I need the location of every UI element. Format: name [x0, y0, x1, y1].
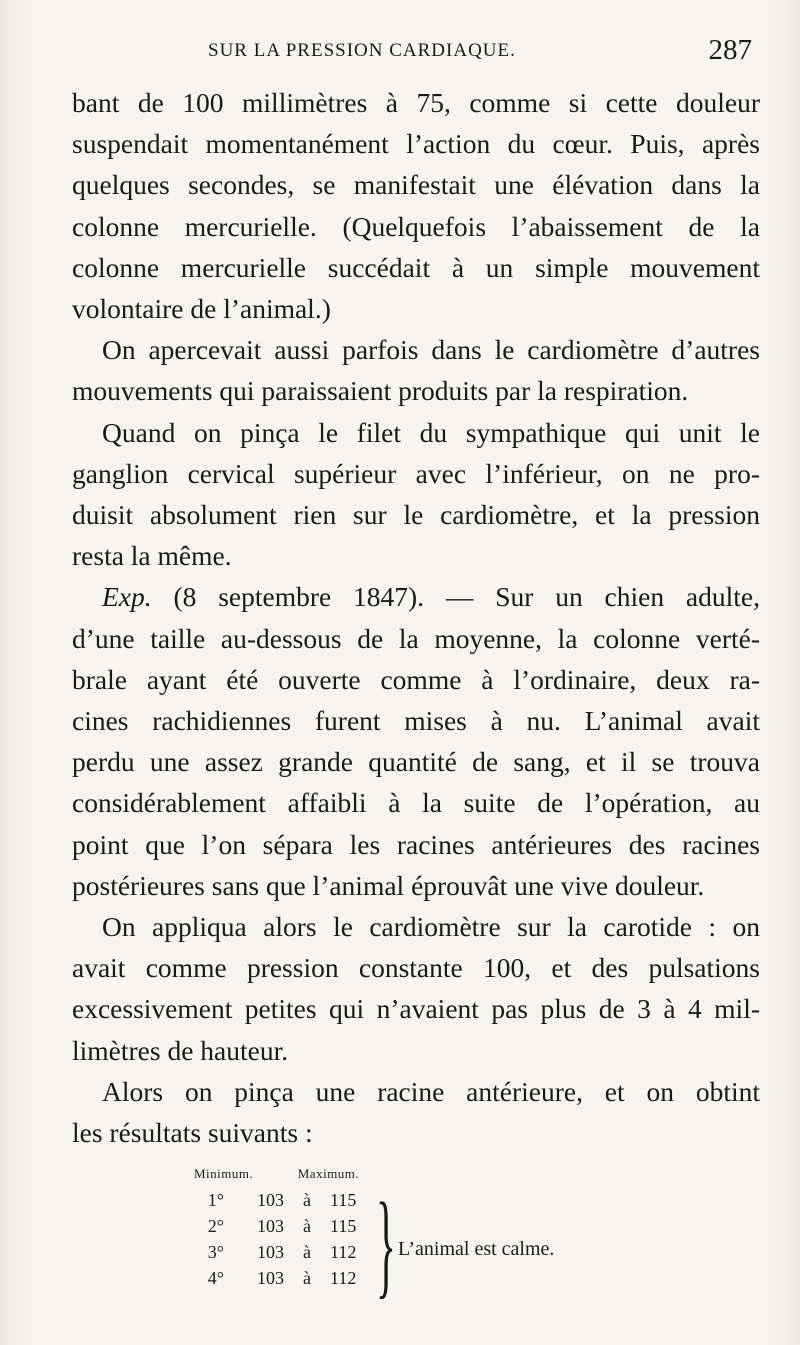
text-line: excessivement petites qui n’avaient pas plus de 3 à 4 mil-: [72, 993, 760, 1025]
page-number: 287: [708, 34, 752, 66]
row-separator: à: [303, 1216, 311, 1236]
text-line: considérablement affaibli à la suite de l’opération, au: [72, 787, 760, 819]
text-line: mouvements qui paraissaient produits par la respiration.: [72, 375, 689, 407]
text-line: avait comme pression constante 100, et des pulsations: [72, 952, 760, 984]
text-line: Quand on pinça le filet du sympathique qui unit le: [102, 416, 760, 448]
body-text: [72, 82, 760, 1153]
text-line: colonne mercurielle. (Quelquefois l’abaissement de la: [72, 210, 760, 242]
row-separator: à: [303, 1268, 311, 1288]
experiment-label: Exp.: [102, 581, 152, 613]
results-row: [180, 1242, 376, 1268]
text-line: duisit absolument rien sur le cardiomètre, et la pression: [72, 499, 760, 531]
text-line: On appliqua alors le cardiomètre sur la carotide : on: [102, 911, 760, 943]
row-separator: à: [303, 1190, 311, 1210]
row-maximum: 112: [330, 1242, 357, 1262]
text-line: resta la même.: [72, 540, 232, 572]
text-line: cines rachidiennes furent mises à nu. L’animal avait: [72, 705, 760, 737]
row-minimum: 103: [257, 1268, 284, 1288]
row-minimum: 103: [257, 1216, 284, 1236]
text-line: volontaire de l’animal.): [72, 293, 331, 325]
text-line: perdu une assez grande quantité de sang, et il se trouva: [72, 746, 760, 778]
text-line: ganglion cervical supérieur avec l’inférieur, on ne pro-: [72, 457, 760, 489]
text-line: les résultats suivants :: [72, 1117, 313, 1149]
column-header-minimum: Minimum.: [194, 1166, 254, 1181]
results-table: [180, 1166, 640, 1326]
running-head: SUR LA PRESSION CARDIAQUE.: [208, 40, 516, 61]
text-line: Alors on pinça une racine antérieure, et on obtint: [102, 1075, 760, 1107]
results-row: [180, 1190, 376, 1216]
page-header: [70, 34, 758, 74]
text-line: On apercevait aussi parfois dans le cardiomètre d’autres: [102, 334, 760, 366]
grouping-brace: }: [376, 1178, 396, 1309]
row-index: 4°: [207, 1268, 224, 1288]
row-index: 1°: [207, 1190, 224, 1210]
experiment-line: [72, 576, 760, 617]
text-line: colonne mercurielle succédait à un simple mouvement: [72, 251, 760, 283]
results-row: [180, 1268, 376, 1294]
results-note: L’animal est calme.: [398, 1238, 555, 1260]
text-line: point que l’on sépara les racines antérieures des racines: [72, 828, 760, 860]
row-index: 3°: [207, 1242, 224, 1262]
text-line: quelques secondes, se manifestait une élévation dans la: [72, 169, 760, 201]
row-separator: à: [303, 1242, 311, 1262]
text-line: suspendait momentanément l’action du cœur. Puis, après: [72, 128, 760, 160]
row-minimum: 103: [257, 1190, 284, 1210]
row-maximum: 115: [330, 1216, 357, 1236]
text-line: (8 septembre 1847). — Sur un chien adulte,: [173, 581, 760, 613]
text-line: d’une taille au-dessous de la moyenne, la colonne verté-: [72, 622, 760, 654]
text-line: postérieures sans que l’animal éprouvât une vive douleur.: [72, 869, 705, 901]
results-column-headers: [194, 1166, 359, 1182]
column-header-maximum: Maximum.: [297, 1166, 360, 1181]
row-maximum: 112: [330, 1268, 357, 1288]
row-index: 2°: [207, 1216, 224, 1236]
text-line: brale ayant été ouverte comme à l’ordinaire, deux ra-: [72, 663, 760, 695]
row-minimum: 103: [257, 1242, 284, 1262]
text-line: bant de 100 millimètres à 75, comme si cette douleur: [72, 87, 760, 118]
results-row: [180, 1216, 376, 1242]
text-line: limètres de hauteur.: [72, 1034, 289, 1066]
row-maximum: 115: [330, 1190, 357, 1210]
